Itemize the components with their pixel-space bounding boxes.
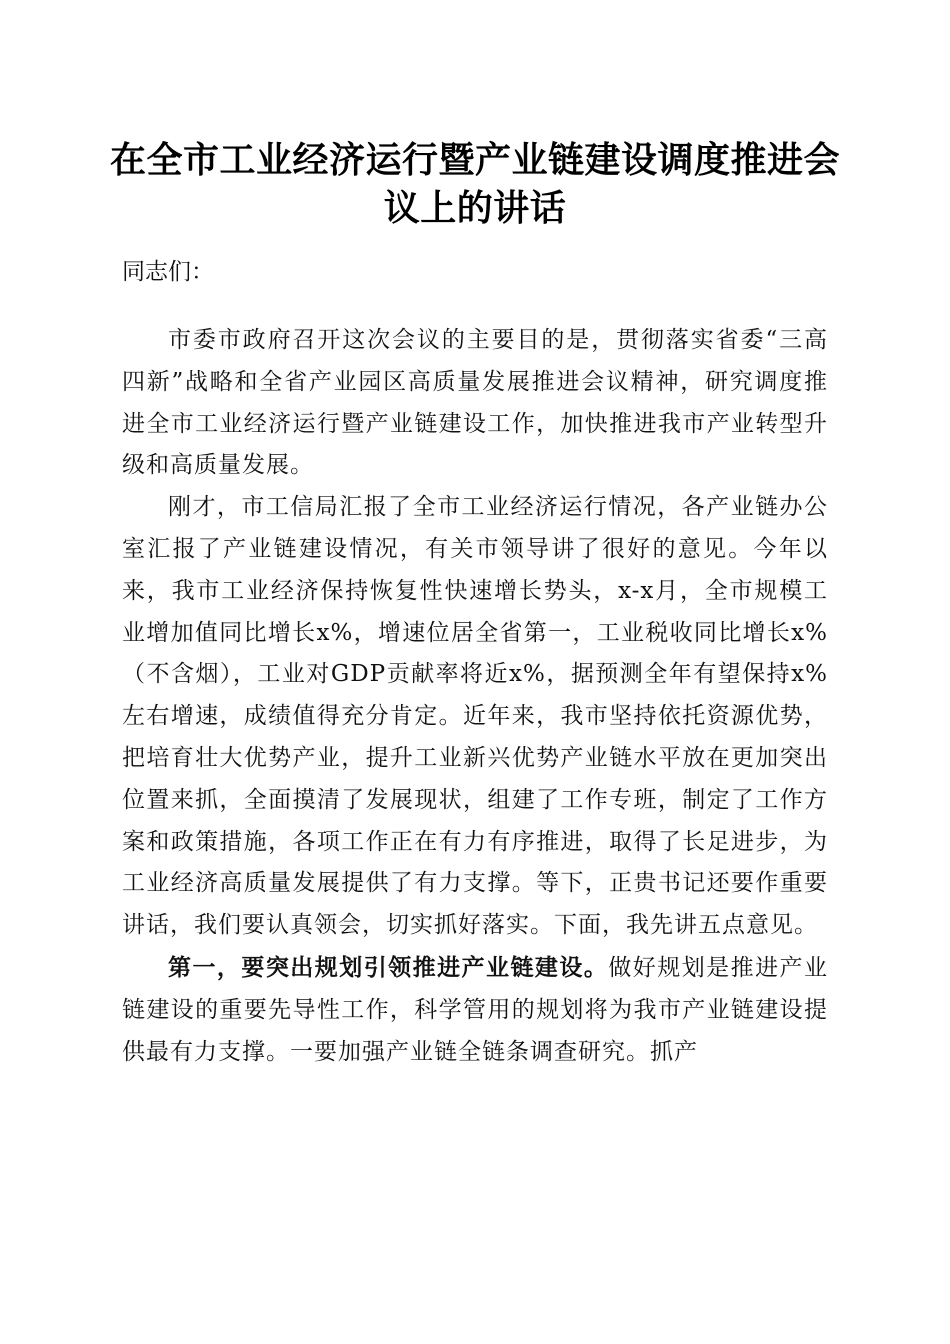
paragraph-2 [122, 487, 828, 947]
paragraph-3-heading: 第一，要突出规划引领推进产业链建设。 [168, 953, 609, 981]
paragraph-1 [122, 320, 828, 487]
paragraph-3-text: 做好规划是推进产业链建设的重要先导性工作，科学管用的规划将为我市产业链建设提供最有力支撑。一要加强产业链全链条调查研究。抓产 [122, 954, 829, 1065]
paragraph-1-text: 市委市政府召开这次会议的主要目的是，贯彻落实省委“三高四新”战略和全省产业园区高质量发展推进会议精神，研究调度推进全市工业经济运行暨产业链建设工作，加快推进我市产业转型升级和高质量发展。 [122, 327, 828, 479]
document-title: 在全市工业经济运行暨产业链建设调度推进会议上的讲话 [110, 139, 841, 229]
paragraph-3 [122, 947, 828, 1073]
salutation: 同志们： [122, 259, 214, 285]
document-body [122, 320, 828, 1073]
paragraph-2-text: 刚才，市工信局汇报了全市工业经济运行情况，各产业链办公室汇报了产业链建设情况，有关市领导讲了很好的意见。今年以来，我市工业经济保持恢复性快速增长势头，x-x月，全市规模工业增加值同比增长x%，增速位居全省第一，工业税收同比增长x%（不含烟），工业对GDP贡献率将近x%，据预测全年有望保持x%左右增速，成绩值得充分肯定。近年来，我市坚持依托资源优势，把培育壮大优势产业，提升工业新兴优势产业链水平放在更加突出位置来抓，全面摸清了发展现状，组建了工作专班，制定了工作方案和政策措施，各项工作正在有力有序推进，取得了长足进步，为工业经济高质量发展提供了有力支撑。等下，正贵书记还要作重要讲话，我们要认真领会，切实抓好落实。下面，我先讲五点意见。 [122, 494, 828, 939]
